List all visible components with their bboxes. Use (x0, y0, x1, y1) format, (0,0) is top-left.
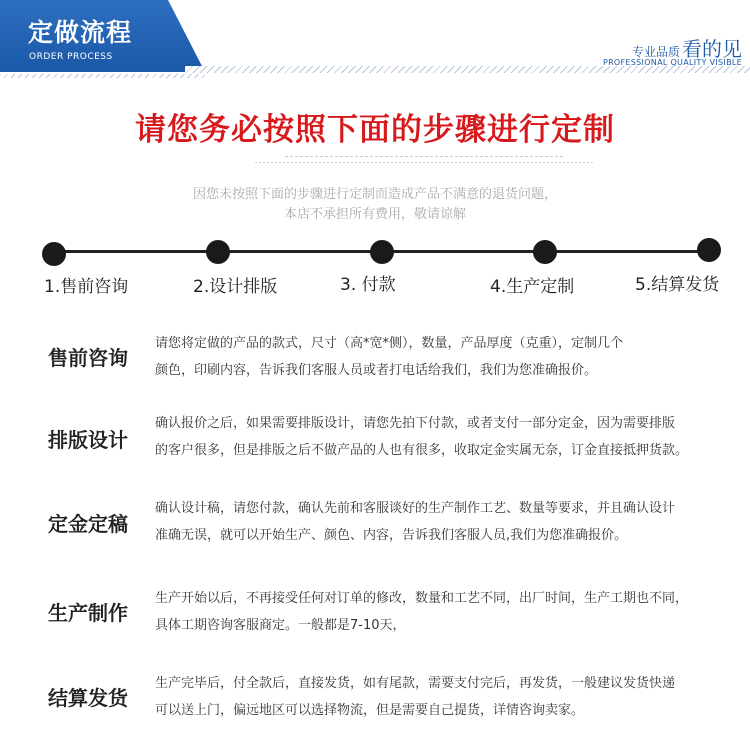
step-dot-2 (206, 240, 230, 264)
header (0, 0, 750, 80)
section-line: 生产完毕后，付全款后，直接发货，如有尾款，需要支付完后，再发货，一般建议发货快递 (155, 676, 676, 691)
header-hatch-divider (185, 66, 750, 73)
step-label-5: 5.结算发货 (635, 275, 720, 295)
section-line: 的客户很多，但是排版之后不做产品的人也有很多，收取定金实属无奈，订金直接抵押货款。 (155, 443, 689, 458)
notice-line-2: 本店不承担所有费用，敬请谅解 (283, 207, 466, 222)
section-title: 结算发货 (48, 686, 128, 710)
section-title: 生产制作 (48, 601, 128, 625)
step-dot-4 (533, 240, 557, 264)
section-line: 确认报价之后，如果需要排版设计，请您先拍下付款，或者支付一部分定金，因为需要排版 (155, 416, 676, 431)
section-description (155, 330, 740, 384)
section-line: 具体工期咨询客服商定。一般都是7-10天， (155, 618, 406, 633)
step-dot-5 (697, 238, 721, 262)
step-dot-1 (42, 242, 66, 266)
slogan-small-text: 专业品质 (631, 45, 680, 59)
section-line: 可以送上门，偏远地区可以选择物流，但是需要自己提货，详情咨询卖家。 (155, 703, 585, 718)
section-description (155, 585, 740, 639)
notice-line-1: 因您未按照下面的步骤进行定制而造成产品不满意的退货问题， (192, 187, 557, 202)
section-title: 售前咨询 (48, 346, 128, 370)
section-line: 准确无误，就可以开始生产、颜色、内容，告诉我们客服人员,我们为您准确报价。 (155, 528, 628, 543)
step-label-2: 2.设计排版 (193, 277, 278, 297)
section-title: 定金定稿 (48, 512, 128, 536)
section-line: 颜色，印刷内容，告诉我们客服人员或者打电话给我们，我们为您准确报价。 (155, 363, 598, 378)
section-description (155, 495, 740, 549)
process-timeline (0, 230, 750, 300)
section-line: 确认设计稿，请您付款，确认先前和客服谈好的生产制作工艺、数量等要求，并且确认设计 (155, 501, 676, 516)
notice-text (0, 185, 750, 225)
section-line: 请您将定做的产品的款式，尺寸（高*宽*侧），数量，产品厚度（克重），定制几个 (155, 336, 624, 351)
step-dot-3 (370, 240, 394, 264)
decorative-divider (285, 156, 565, 157)
decorative-divider-secondary (255, 162, 595, 163)
step-label-1: 1.售前咨询 (44, 277, 129, 297)
section-description (155, 410, 740, 464)
section-description (155, 670, 740, 724)
section-title: 排版设计 (48, 428, 128, 452)
step-label-4: 4.生产定制 (490, 277, 575, 297)
header-subtitle: ORDER PROCESS (29, 52, 113, 62)
section-line: 生产开始以后，不再接受任何对订单的修改，数量和工艺不同，出厂时间，生产工期也不同， (155, 591, 689, 606)
slogan-big-text: 看的见 (682, 37, 742, 61)
header-hatch-divider-left (0, 74, 205, 78)
step-label-3: 3. 付款 (340, 275, 396, 295)
header-title: 定做流程 (28, 18, 133, 47)
slogan-subtitle: PROFESSIONAL QUALITY VISIBLE (602, 58, 742, 67)
main-title: 请您务必按照下面的步骤进行定制 (135, 112, 615, 148)
